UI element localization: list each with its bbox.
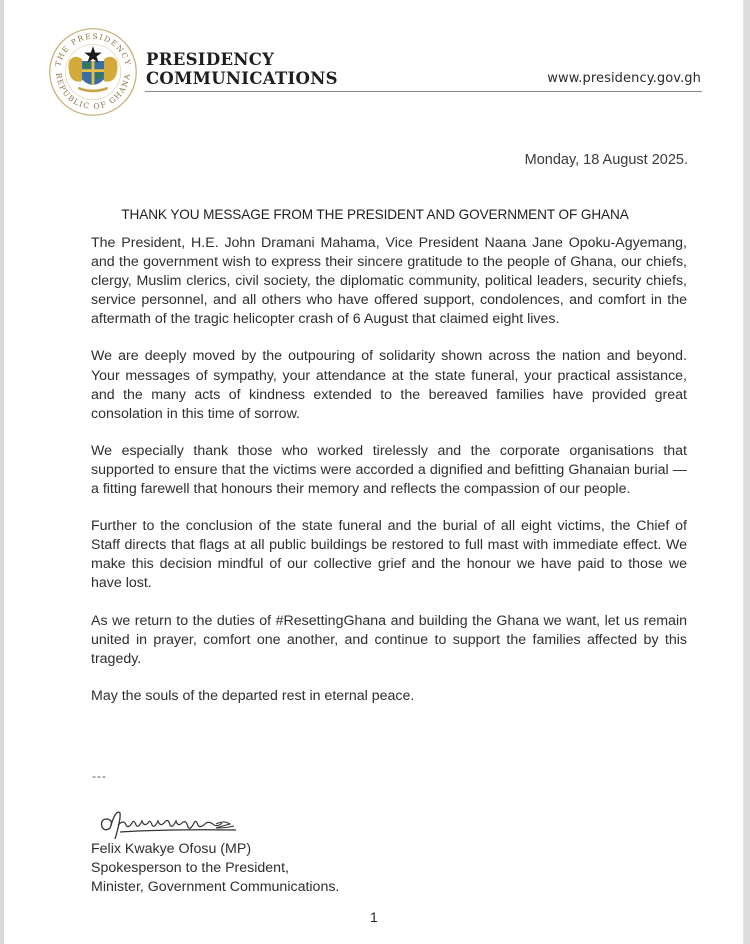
paragraph-5: As we return to the duties of #ResettingGhana and building the Ghana we want, let us remain united in prayer, comfort one another, and continue to support the families affected by this tragedy. xyxy=(91,612,687,667)
brand-wordmark xyxy=(146,50,338,88)
website-link[interactable]: www.presidency.gov.gh xyxy=(547,71,701,86)
signatory-block xyxy=(91,840,339,897)
paragraph-4: Further to the conclusion of the state funeral and the burial of all eight victims, the Chief of Staff directs that flags at all public buildings be restored to full mast with immediate effect. We make this decision mindful of our collective grief and the honour we have paid to those we have lost. xyxy=(91,518,687,592)
signatory-name: Felix Kwakye Ofosu (MP) xyxy=(91,841,252,857)
page-right-edge xyxy=(743,0,750,944)
letter-body xyxy=(91,234,687,722)
separator: --- xyxy=(92,769,107,783)
signatory-role-1: Spokesperson to the President, xyxy=(91,860,289,876)
svg-text:REPUBLIC OF GHANA: REPUBLIC OF GHANA xyxy=(54,72,132,111)
signatory-role-2: Minister, Government Communications. xyxy=(91,879,340,895)
page-number: 1 xyxy=(370,909,378,925)
handwritten-signature-icon xyxy=(98,805,258,845)
letter-date: Monday, 18 August 2025. xyxy=(524,152,688,168)
letterhead xyxy=(0,0,750,111)
svg-text:THE PRESIDENCY: THE PRESIDENCY xyxy=(53,31,133,68)
ghana-presidency-seal-icon xyxy=(47,26,139,118)
paragraph-2: We are deeply moved by the outpouring of solidarity shown across the nation and beyond. Your messages of sympathy, your attendance at the state funeral, your practical assistance, and the many acts of kindness extended to the bereaved families have provided great consolation in this time of sorrow. xyxy=(91,348,687,422)
letter-title: THANK YOU MESSAGE FROM THE PRESIDENT AND GOVERNMENT OF GHANA xyxy=(121,207,629,222)
header-divider xyxy=(145,91,702,92)
page-left-edge xyxy=(0,0,4,944)
paragraph-3: We especially thank those who worked tirelessly and the corporate organisations that supported to ensure that the victims were accorded a dignified and befitting Ghanaian burial — a fitting farewell that honours their memory and reflects the compassion of our people. xyxy=(91,442,687,498)
brand-line-2: COMMUNICATIONS xyxy=(146,69,338,88)
paragraph-6: May the souls of the departed rest in eternal peace. xyxy=(91,687,415,704)
brand-line-1: PRESIDENCY xyxy=(146,50,275,69)
paragraph-1: The President, H.E. John Dramani Mahama, Vice President Naana Jane Opoku-Agyemang, and the government wish to express their sincere gratitude to the people of Ghana, our chiefs, clergy, Muslim clerics, civil society, the diplomatic community, political leaders, security chiefs, service personnel, and all others who have offered support, condolences, and comfort in the aftermath of the tragic helicopter crash of 6 August that claimed eight lives. xyxy=(91,235,687,328)
